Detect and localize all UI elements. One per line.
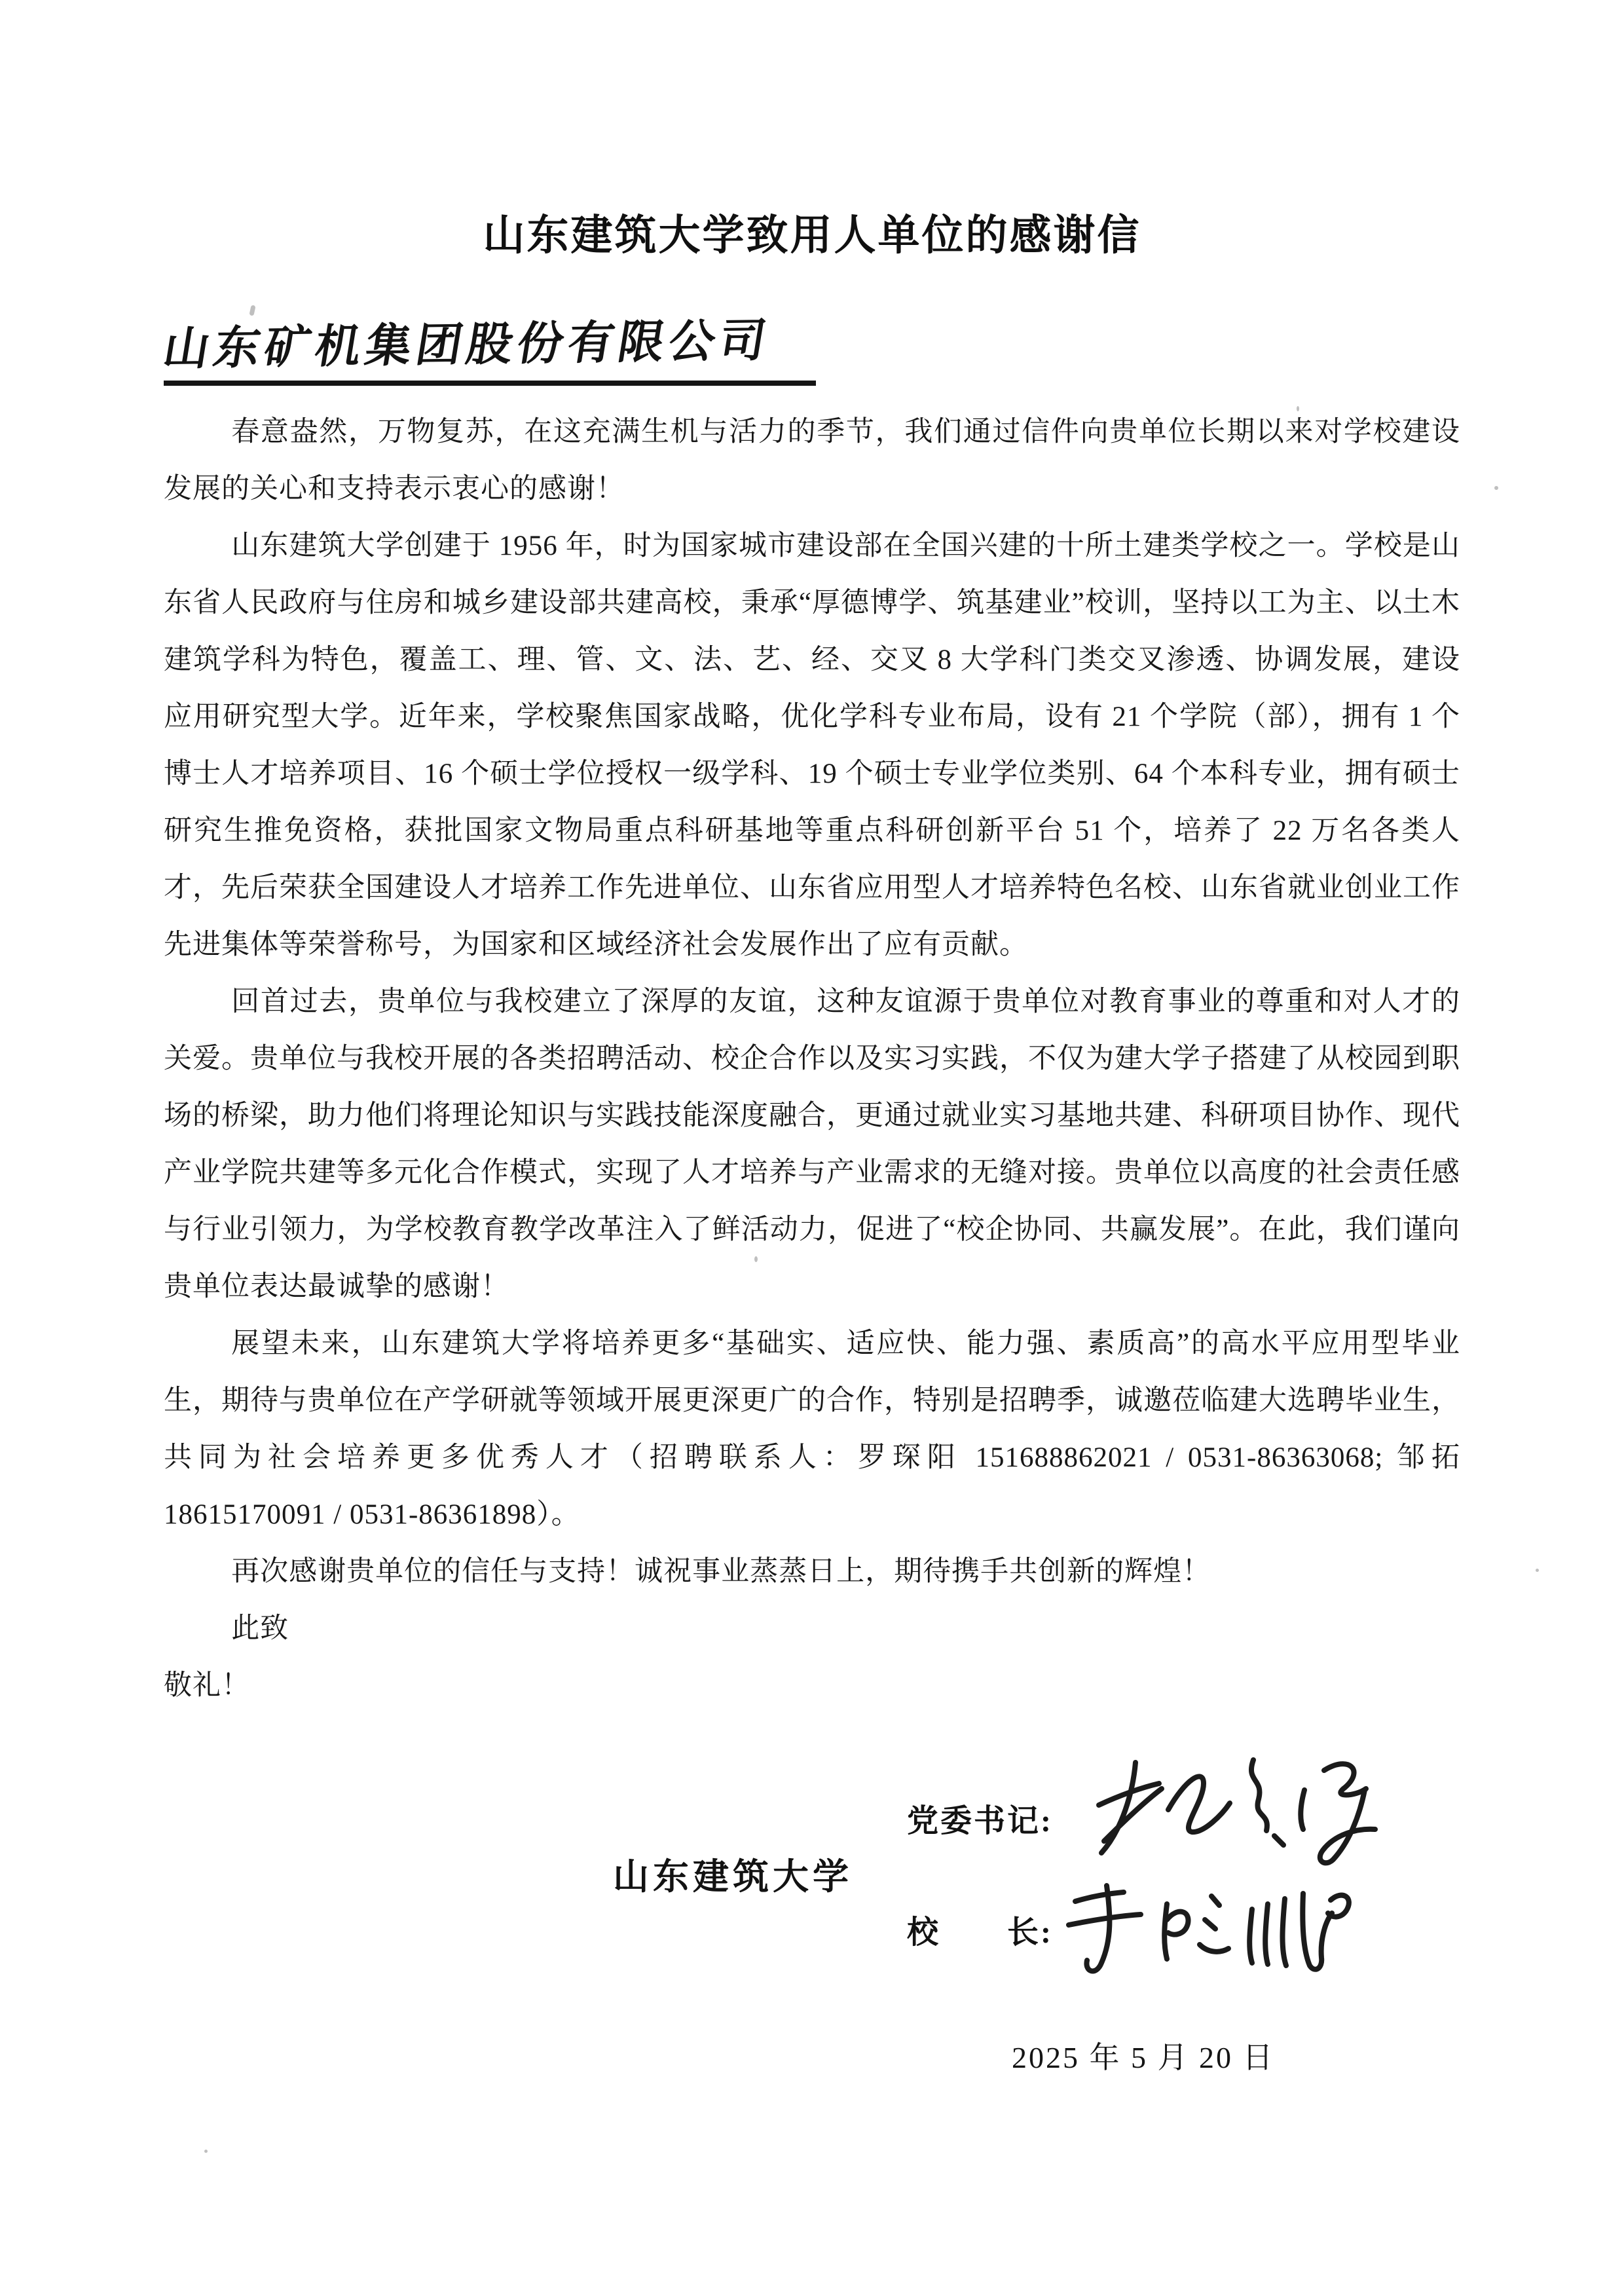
- university-name: 山东建筑大学: [613, 1857, 853, 1897]
- president-signature-scribble: [1054, 1859, 1382, 1997]
- scan-speck: [754, 1256, 758, 1262]
- body-paragraph: 山东建筑大学创建于 1956 年，时为国家城市建设部在全国兴建的十所土建类学校之一。学校是山东省人民政府与住房和城乡建设部共建高校，秉承“厚德博学、筑基建业”校训，坚持以工为主、以土木建筑学科为特色，覆盖工、理、管、文、法、艺、经、交叉 8 大学科门类交叉渗透、协调发展，建设应用研究型大学。近年来，学校聚焦国家战略，优化学科专业布局，设有 21 个学院（部），拥有 1 个博士人才培养项目、16 个硕士学位授权一级学科、19 个硕士专业学位类别、64 个本科专业，拥有硕士研究生推免资格，获批国家文物局重点科研基地等重点科研创新平台 51 个，培养了 22 万名各类人才，先后荣获全国建设人才培养工作先进单位、山东省应用型人才培养特色名校、山东省就业创业工作先进集体等荣誉称号，为国家和区域经济社会发展作出了应有贡献。: [164, 531, 1460, 960]
- addressee-line: [159, 308, 1460, 394]
- secretary-signature-scribble: [1074, 1730, 1388, 1880]
- letter-title: 山东建筑大学致用人单位的感谢信: [483, 212, 1141, 259]
- addressee-handwritten-name: 山东矿机集团股份有限公司: [159, 316, 775, 375]
- body-paragraph: 敬礼！: [164, 1670, 250, 1701]
- addressee-underline: [159, 308, 816, 386]
- letter-body: [164, 403, 1460, 1714]
- letter-content: [0, 202, 1624, 2170]
- body-paragraph: 展望未来，山东建筑大学将培养更多“基础实、适应快、能力强、素质高”的高水平应用型毕业生，期待与贵单位在产学研就等领域开展更深更广的合作，特别是招聘季，诚邀莅临建大选聘毕业生，共同为社会培养更多优秀人才（招聘联系人：罗琛阳 151688862021 / 0531-86363068; 邹拓 18615170091 / 0531-86361898）。: [164, 1328, 1460, 1530]
- president-label: 校 长:: [907, 1915, 1053, 1950]
- body-paragraph: 再次感谢贵单位的信任与支持！诚祝事业蒸蒸日上，期待携手共创新的辉煌！: [231, 1556, 1211, 1587]
- scan-speck: [1494, 486, 1498, 490]
- body-paragraph: 回首过去，贵单位与我校建立了深厚的友谊，这种友谊源于贵单位对教育事业的尊重和对人才的关爱。贵单位与我校开展的各类招聘活动、校企合作以及实习实践，不仅为建大学子搭建了从校园到职场的桥梁，助力他们将理论知识与实践技能深度融合，更通过就业实习基地共建、科研项目协作、现代产业学院共建等多元化合作模式，实现了人才培养与产业需求的无缝对接。贵单位以高度的社会责任感与行业引领力，为学校教育教学改革注入了鲜活动力，促进了“校企协同、共赢发展”。在此，我们谨向贵单位表达最诚挚的感谢！: [164, 986, 1460, 1302]
- signature-section: [164, 1738, 1460, 2170]
- scan-speck: [1297, 406, 1299, 411]
- secretary-label: 党委书记:: [907, 1804, 1053, 1838]
- letter-date: 2025 年 5 月 20 日: [1012, 2041, 1275, 2074]
- body-paragraph: 此致: [231, 1613, 289, 1644]
- body-paragraph: 春意盎然，万物复苏，在这充满生机与活力的季节，我们通过信件向贵单位长期以来对学校建设发展的关心和支持表示衷心的感谢！: [164, 417, 1460, 504]
- scan-speck: [1536, 1569, 1539, 1572]
